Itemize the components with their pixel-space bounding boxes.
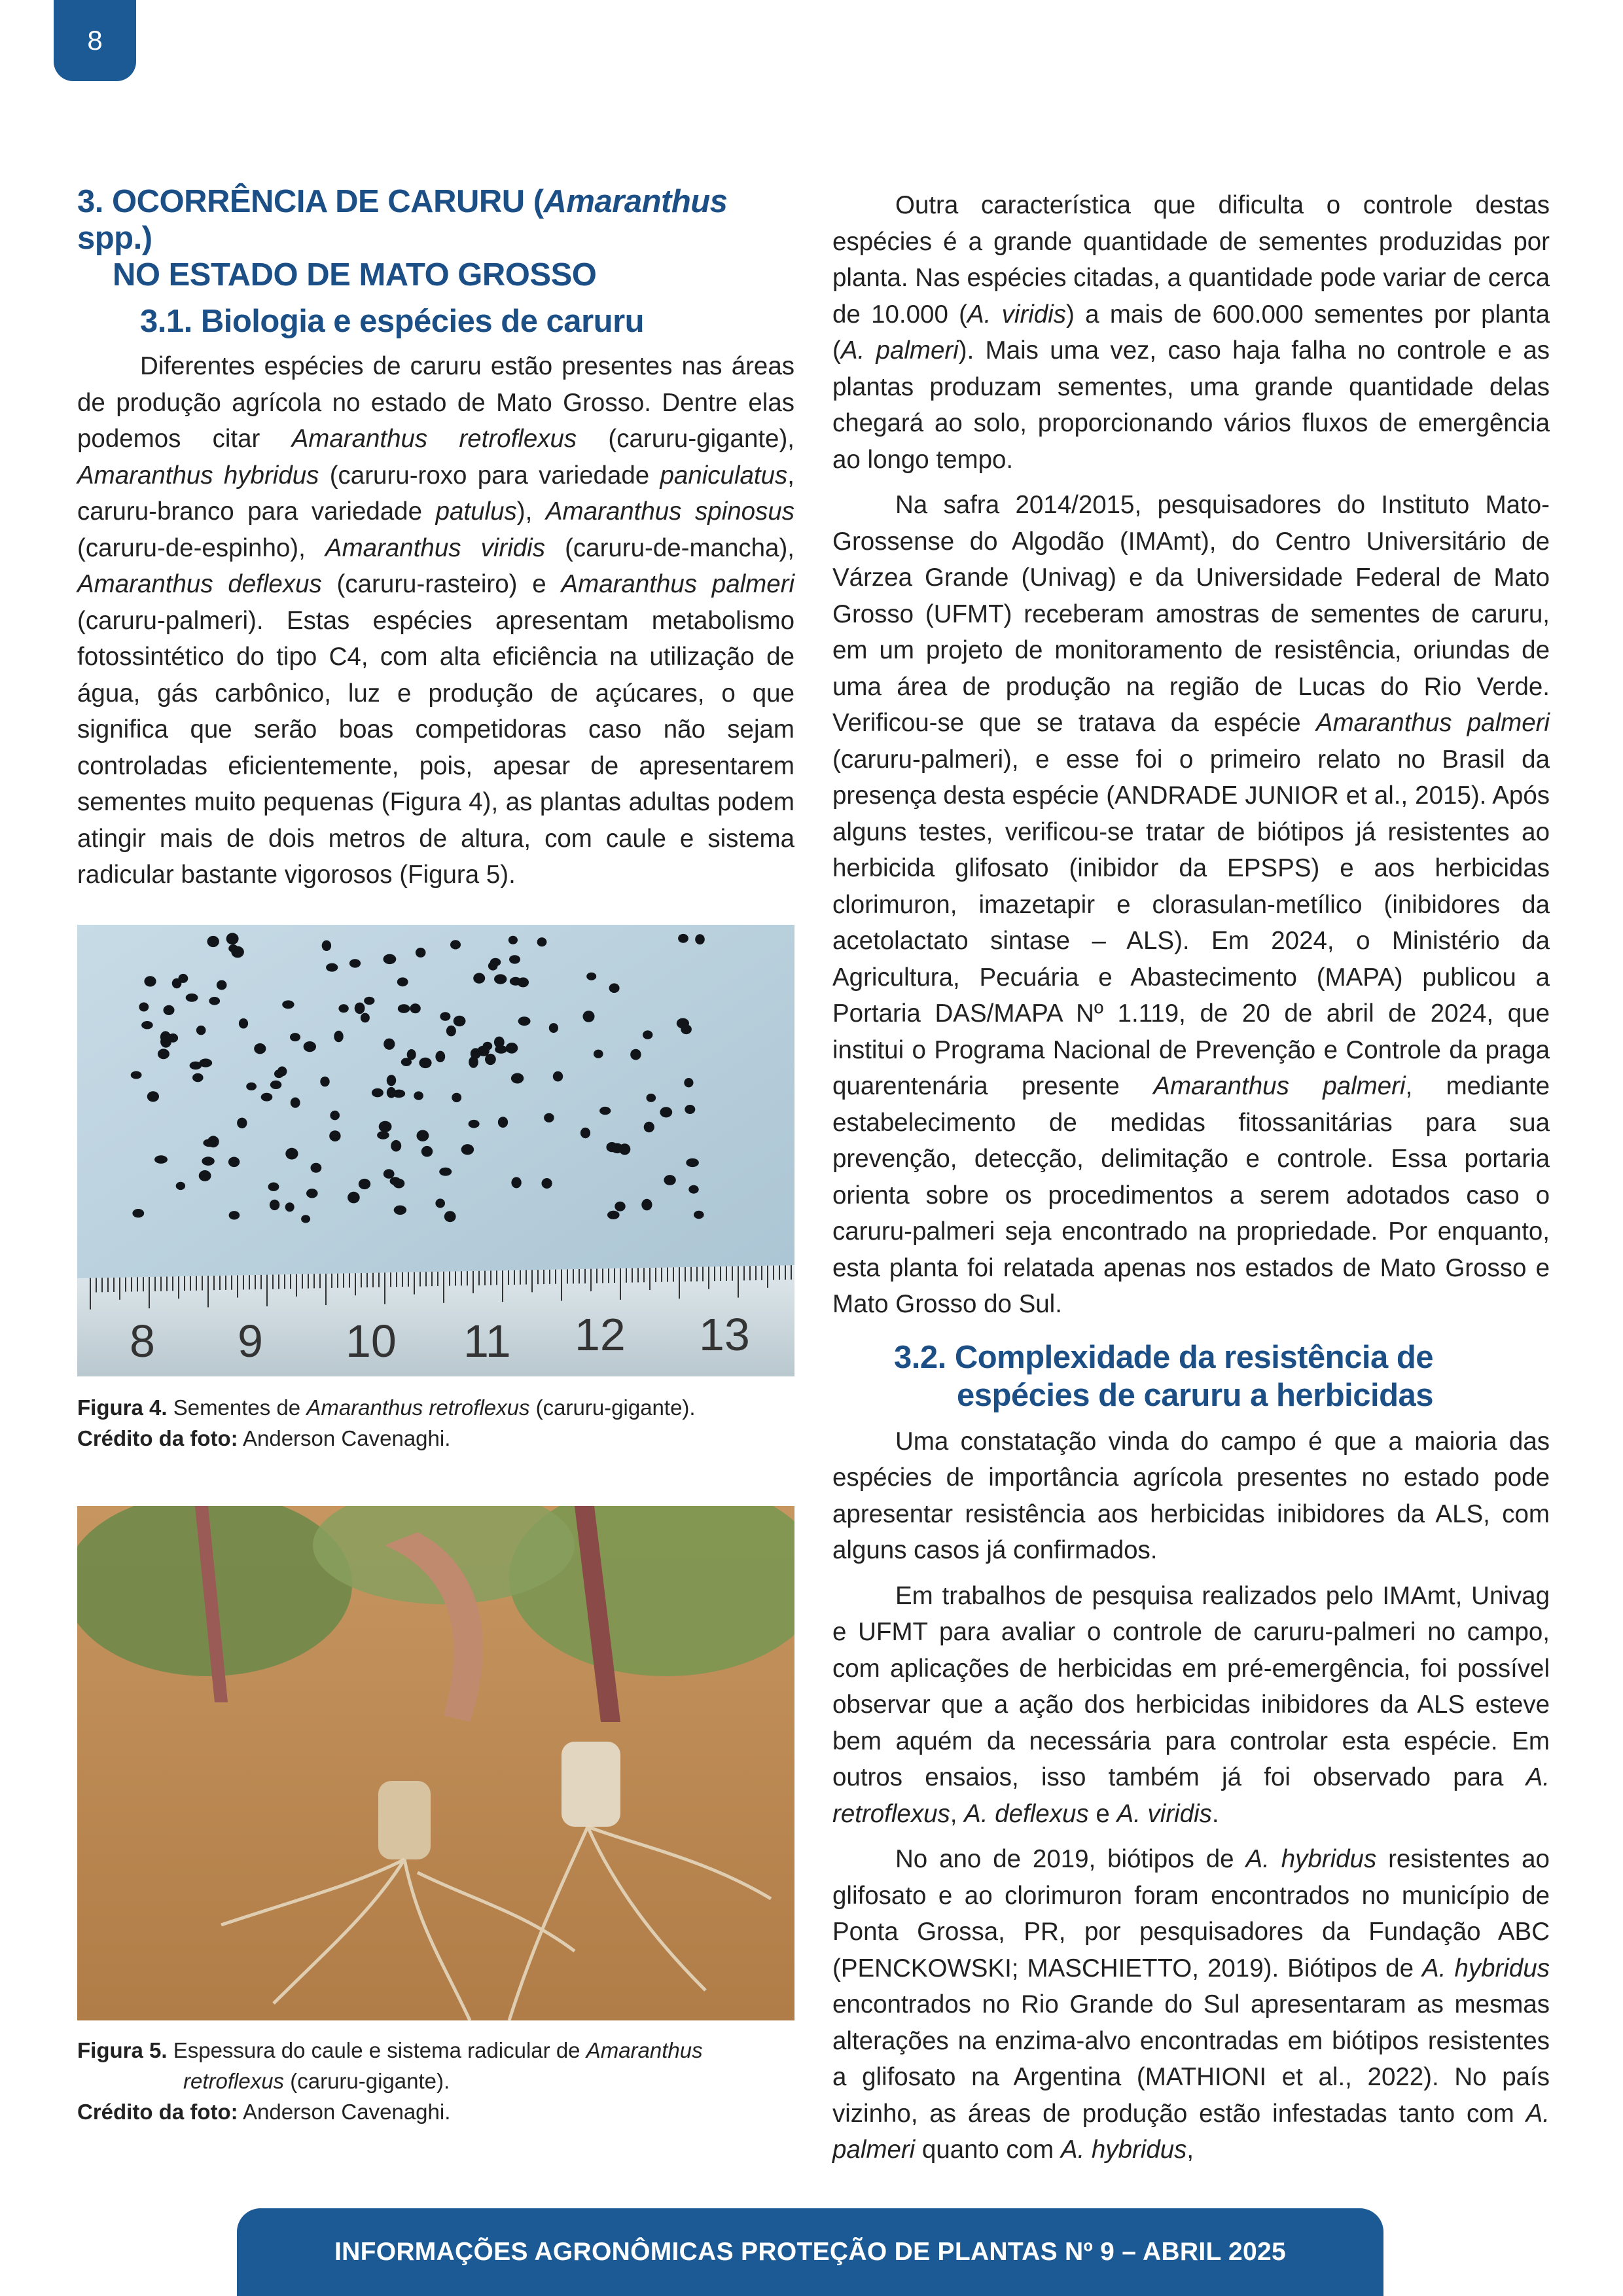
figure-4-credit: Crédito da foto: Anderson Cavenaghi. <box>77 1426 451 1450</box>
paragraph-safra-2014: Na safra 2014/2015, pesquisadores do Instituto Mato-Grossense do Algodão (IMAmt), do Centro Universitário de Várzea Grande (Univag) e da Universidade Federal de Mato Grosso (UFMT) receberam amostras de sementes de caruru, em um projeto de monitoramento de resistência, oriundas de uma área de produção na região de Lucas do Rio Verde. Verificou-se que se tratava da espécie Amaranthus palmeri (caruru-palmeri), e esse foi o primeiro relato no Brasil da presença desta espécie (ANDRADE JUNIOR et al., 2015). Após alguns testes, verificou-se tratar de biótipos já resistentes ao herbicida glifosato (inibidor da EPSPS) e aos herbicidas clorimuron, imazetapir e clorasulan-metílico (inibidores da acetolactato sintase – ALS). Em 2024, o Ministério da Agricultura, Pecuária e Abastecimento (MAPA) publicou a Portaria DAS/MAPA Nº 1.119, de 20 de abril de 2024, que institui o Programa Nacional de Prevenção e Controle da praga quarentenária presente Amaranthus palmeri, mediante estabelecimento de medidas fitossanitárias para sua prevenção, detecção, delimitação e controle. Essa portaria orienta sobre os procedimentos a serem adotados caso o caruru-palmeri seja encontrado na propriedade. Por enquanto, esta planta foi relatada apenas nos estados de Mato Grosso e Mato Grosso do Sul. <box>832 491 1550 1318</box>
ruler-number-13: 13 <box>699 1308 750 1360</box>
ruler-number-8: 8 <box>130 1315 155 1367</box>
subsection-title-3-2 <box>894 1338 1550 1414</box>
figure-5-caption: Figura 5. Espessura do caule e sistema radicular de Amaranthus retroflexus (caruru-gigante). <box>77 2037 703 2093</box>
figure-4-seeds-photo <box>77 925 794 1376</box>
figure-4-caption: Figura 4. Sementes de Amaranthus retroflexus (caruru-gigante). <box>77 1395 696 1420</box>
subsection-title-3-2-line1: 3.2. Complexidade da resistência de <box>894 1339 1434 1375</box>
section-title <box>77 183 794 293</box>
figure-5-credit: Crédito da foto: Anderson Cavenaghi. <box>77 2099 451 2124</box>
page-number-tab <box>54 0 136 81</box>
section-title-part1: 3. OCORRÊNCIA DE CARURU ( <box>77 184 544 219</box>
left-column <box>77 183 794 2127</box>
page-number: 8 <box>87 25 103 56</box>
subsection-title-3-2-line2: espécies de caruru a herbicidas <box>957 1377 1434 1413</box>
paragraph-2019-biotypes: No ano de 2019, biótipos de A. hybridus resistentes ao glifosato e ao clorimuron foram encontrados no município de Ponta Grossa, PR, por pesquisadores da Fundação ABC (PENCKOWSKI; MASCHIETTO, 2019). Biótipos de A. hybridus encontrados no Rio Grande do Sul apresentaram as mesmas alterações na enzima-alvo encontradas em biótipos resistentes a glifosato na Argentina (MATHIONI et al., 2022). No país vizinho, as áreas de produção estão infestadas tanto com A. palmeri quanto com A. hybridus, <box>832 1845 1550 2164</box>
ruler-number-12: 12 <box>575 1308 626 1360</box>
subsection-title-3-1: 3.1. Biologia e espécies de caruru <box>140 304 645 339</box>
ruler-number-10: 10 <box>346 1315 397 1367</box>
section-title-italic: Amaranthus <box>543 184 728 219</box>
ruler-number-9: 9 <box>238 1315 263 1367</box>
footer-bar <box>237 2208 1383 2296</box>
right-column <box>832 187 1550 2178</box>
figure-5-roots-photo <box>77 1506 794 2020</box>
paragraph-field-observation: Uma constatação vinda do campo é que a maioria das espécies de importância agrícola presentes no estado pode apresentar resistência aos herbicidas inibidores da ALS, com alguns casos já confirmados. <box>832 1427 1550 1564</box>
paragraph-seed-production: Outra característica que dificulta o controle destas espécies é a grande quantidade de sementes produzidas por planta. Nas espécies citadas, a quantidade pode variar de cerca de 10.000 (A. viridis) a mais de 600.000 sementes por planta (A. palmeri). Mais uma vez, caso haja falha no controle e as plantas produzam sementes, uma grande quantidade delas chegará ao solo, proporcionando vários fluxos de emergência ao longo tempo. <box>832 191 1550 474</box>
paragraph-biology: Diferentes espécies de caruru estão presentes nas áreas de produção agrícola no estado de Mato Grosso. Dentre elas podemos citar Amaranthus retroflexus (caruru-gigante), Amaranthus hybridus (caruru-roxo para variedade paniculatus, caruru-branco para variedade patulus), Amaranthus spinosus (caruru-de-espinho), Amaranthus viridis (caruru-de-mancha), Amaranthus deflexus (caruru-rasteiro) e Amaranthus palmeri (caruru-palmeri). Estas espécies apresentam metabolismo fotossintético do tipo C4, com alta eficiência na utilização de água, gás carbônico, luz e produção de açúcares, o que significa que serão boas competidoras caso não sejam controladas eficientemente, pois, apesar de apresentarem sementes muito pequenas (Figura 4), as plantas adultas podem atingir mais de dois metros de altura, com caule e sistema radicular bastante vigorosos (Figura 5). <box>77 352 795 889</box>
ruler-number-11: 11 <box>463 1315 511 1367</box>
footer-text: INFORMAÇÕES AGRONÔMICAS PROTEÇÃO DE PLANTAS Nº 9 – ABRIL 2025 <box>334 2238 1287 2266</box>
section-title-part2: spp.) <box>77 221 152 256</box>
section-title-line2: NO ESTADO DE MATO GROSSO <box>113 257 597 293</box>
paragraph-research-results: Em trabalhos de pesquisa realizados pelo IMAmt, Univag e UFMT para avaliar o controle de caruru-palmeri no campo, com aplicações de herbicidas em pré-emergência, foi possível observar que a ação dos herbicidas inibidores da ALS esteve bem aquém da necessária para controlar esta espécie. Em outros ensaios, isso também já foi observado para A. retroflexus, A. deflexus e A. viridis. <box>832 1581 1550 1828</box>
